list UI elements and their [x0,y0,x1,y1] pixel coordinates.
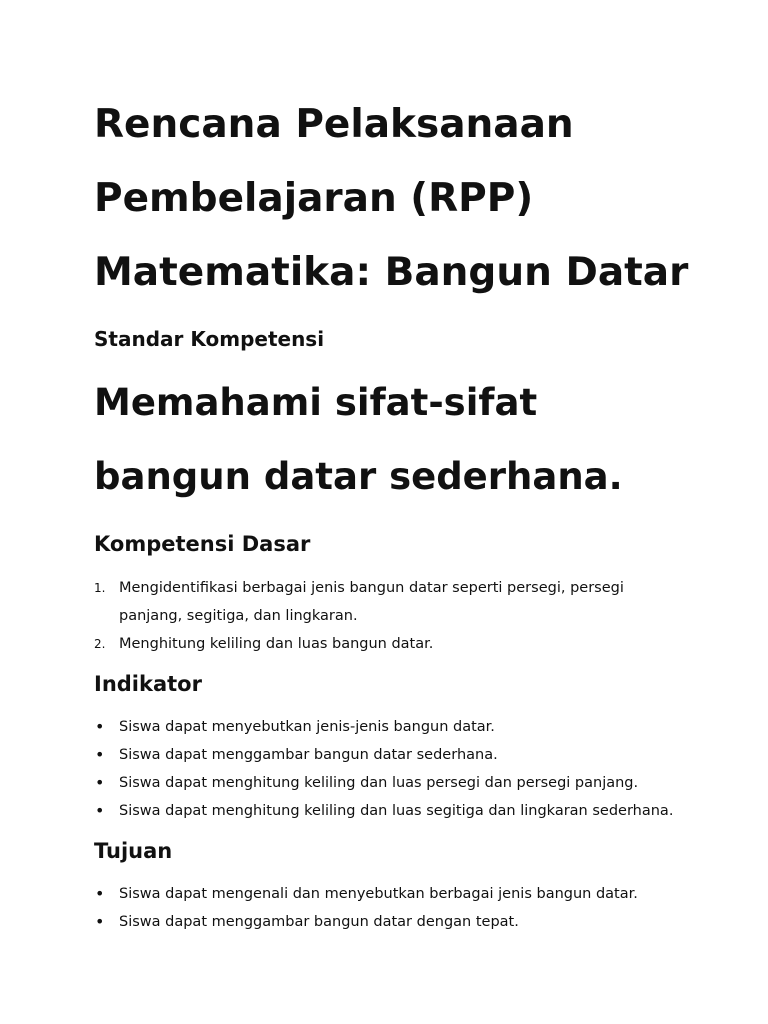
list-item-line: panjang, segitiga, dan lingkaran. [119,608,358,624]
statement-line: Memahami sifat-sifat [94,381,538,424]
title-line: Pembelajaran (RPP) [94,176,534,221]
list-item-line: Menghitung keliling dan luas bangun datar. [119,636,434,652]
list-item-text [119,574,714,630]
title-line: Rencana Pelaksanaan [94,102,574,147]
list-item [94,574,714,630]
bullet-icon: • [95,745,105,764]
document-title [94,88,714,310]
list-item-text: Siswa dapat mengenali dan menyebutkan berbagai jenis bangun datar. [119,886,638,902]
indikator-heading: Indikator [94,672,202,696]
list-item-text: Siswa dapat menggambar bangun datar sederhana. [119,747,498,763]
list-item [94,797,714,825]
standar-kompetensi-label: Standar Kompetensi [94,327,325,351]
list-item [94,630,714,658]
bullet-icon: • [95,717,105,736]
tujuan-heading: Tujuan [94,839,173,863]
list-item [94,908,714,936]
list-item [94,741,714,769]
list-item-line: Mengidentifikasi berbagai jenis bangun datar seperti persegi, persegi [119,580,624,596]
list-item [94,713,714,741]
list-item-text [119,630,714,658]
standar-kompetensi-statement [94,366,714,514]
statement-line: bangun datar sederhana. [94,455,623,498]
list-item [94,769,714,797]
bullet-icon: • [95,912,105,931]
list-item-text: Siswa dapat menyebutkan jenis-jenis bangun datar. [119,719,495,735]
list-number: 1. [94,581,106,595]
title-line: Matematika: Bangun Datar [94,250,689,295]
bullet-icon: • [95,801,105,820]
tujuan-list [94,880,714,936]
list-item-text: Siswa dapat menghitung keliling dan luas segitiga dan lingkaran sederhana. [119,803,674,819]
bullet-icon: • [95,884,105,903]
bullet-icon: • [95,773,105,792]
list-item-text: Siswa dapat menghitung keliling dan luas persegi dan persegi panjang. [119,775,639,791]
list-item-text: Siswa dapat menggambar bangun datar dengan tepat. [119,914,519,930]
list-number: 2. [94,637,106,651]
kompetensi-dasar-heading: Kompetensi Dasar [94,532,311,556]
list-item [94,880,714,908]
indikator-list [94,713,714,825]
kompetensi-dasar-list [94,574,714,658]
